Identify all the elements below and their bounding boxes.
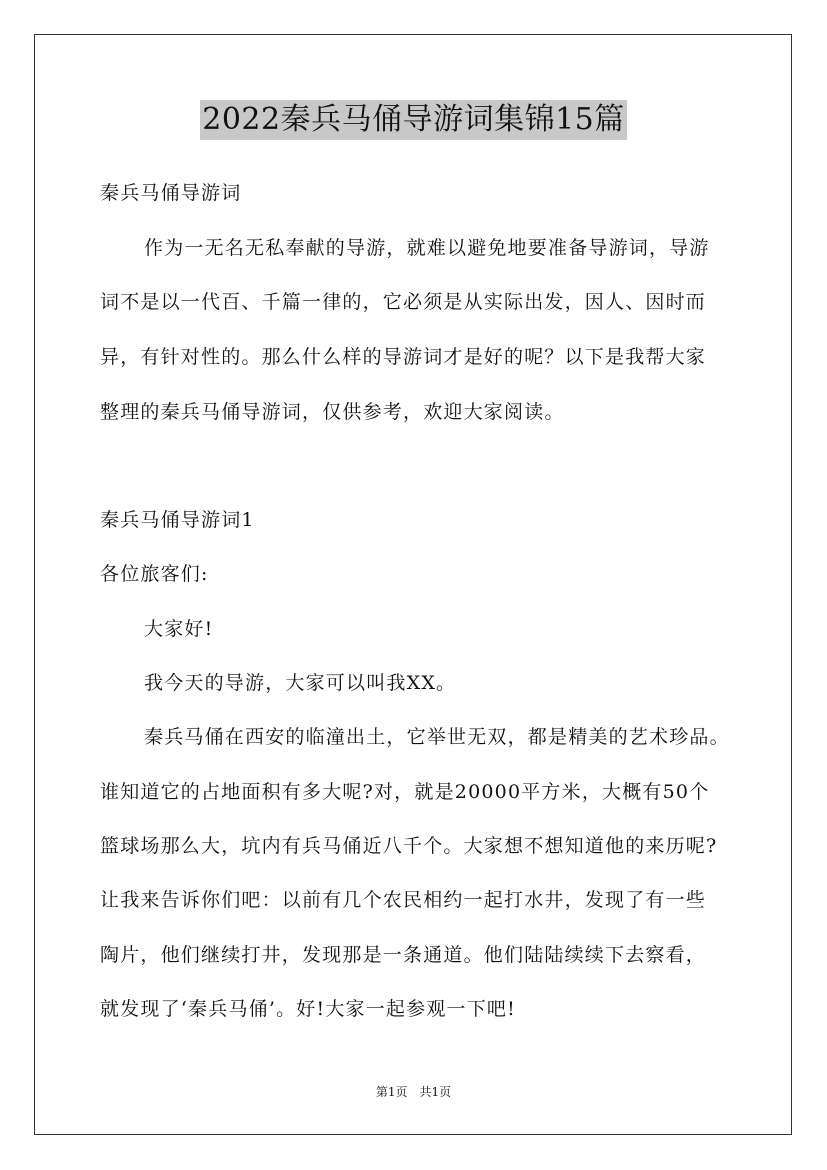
body-line-1: 秦兵马俑在西安的临潼出土，它举世无双，都是精美的艺术珍品。 (144, 726, 730, 748)
intro-line-2: 词不是以一代百、千篇一律的，它必须是从实际出发，因人、因时而 (100, 291, 707, 313)
body-line-4: 让我来告诉你们吧：以前有几个农民相约一起打水井，发现了有一些 (100, 889, 707, 911)
intro-line-1: 作为一无名无私奉献的导游，就难以避免地要准备导游词，导游 (144, 237, 710, 259)
section-heading: 秦兵马俑导游词 (100, 182, 242, 204)
sub-heading: 秦兵马俑导游词1 (100, 509, 255, 531)
body-line-6: 就发现了‘秦兵马俑’。好!大家一起参观一下吧! (100, 998, 516, 1020)
intro-line-4: 整理的秦兵马俑导游词，仅供参考，欢迎大家阅读。 (100, 401, 565, 423)
title-container (0, 100, 827, 140)
greeting: 各位旅客们: (100, 563, 209, 585)
body-line-5: 陶片，他们继续打井，发现那是一条通道。他们陆陆续续下去察看， (100, 944, 707, 966)
self-intro-line: 我今天的导游，大家可以叫我XX。 (144, 672, 457, 694)
body-line-3: 篮球场那么大，坑内有兵马俑近八千个。大家想不想知道他的来历呢? (100, 835, 718, 857)
intro-line-3: 异，有针对性的。那么什么样的导游词才是好的呢？以下是我帮大家 (100, 346, 707, 368)
hello-line: 大家好! (144, 618, 214, 640)
document-title: 2022秦兵马俑导游词集锦15篇 (200, 100, 627, 140)
page-number-footer: 第1页 共1页 (375, 1085, 452, 1099)
body-line-2: 谁知道它的占地面积有多大呢?对，就是20000平方米，大概有50个 (100, 781, 710, 803)
